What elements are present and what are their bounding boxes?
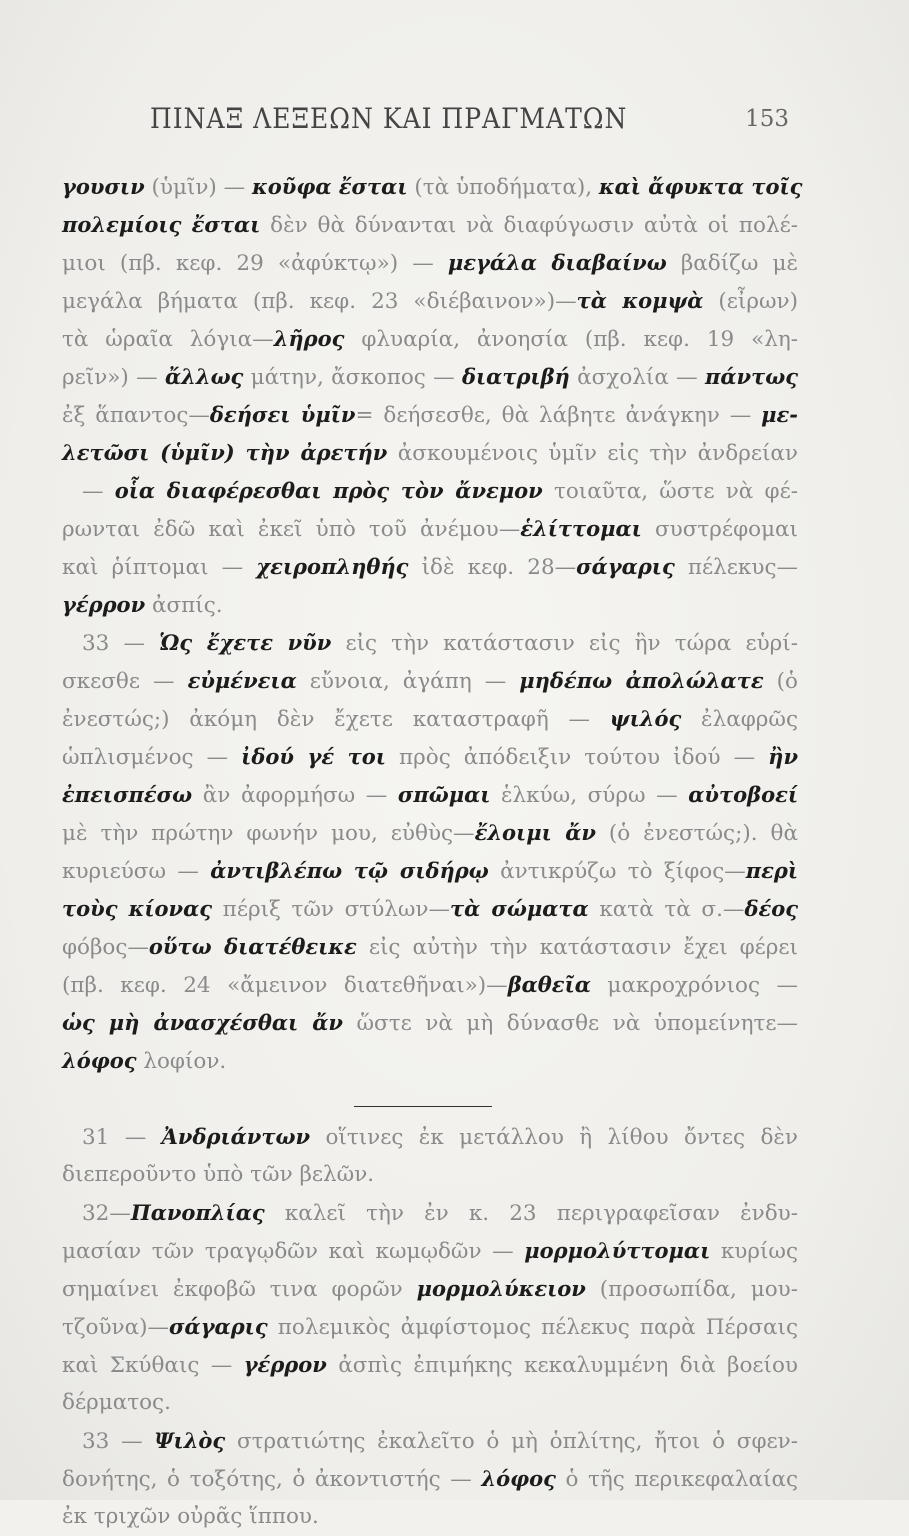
- gloss-text: πολεμικὸς ἀμφίστομος πέλεκυς παρὰ Πέρσαις: [267, 1315, 798, 1340]
- gloss-text: κυρίως: [710, 1239, 798, 1264]
- text-line: [62, 890, 798, 928]
- text-line: [62, 852, 798, 890]
- text-line: [62, 1156, 798, 1194]
- gloss-text: διεπεροῦντο ὑπὸ τῶν βελῶν.: [62, 1162, 375, 1187]
- gloss-text: (τὰ ὑποδήματα),: [407, 175, 599, 200]
- gloss-text: = δεήσεσθε, θὰ λάβητε ἀνάγκην —: [355, 403, 762, 428]
- text-line: [62, 966, 798, 1004]
- text-line: [62, 700, 798, 738]
- gloss-text: (εἶρων): [703, 289, 798, 314]
- gloss-text: 33 —: [82, 1429, 155, 1454]
- gloss-text: μακροχρόνιος —: [590, 973, 798, 998]
- headword: μορμολύκειον: [416, 1276, 586, 1301]
- gloss-text: (ὁ: [763, 669, 798, 694]
- page-number: 153: [745, 106, 789, 132]
- gloss-text: βαδίζω μὲ: [666, 251, 799, 276]
- gloss-text: ἐξ ἅπαντος—: [62, 403, 210, 428]
- section-divider: [62, 1080, 798, 1118]
- gloss-text: (ὑμῖν) —: [144, 175, 252, 200]
- gloss-text: ἀντικρύζω τὸ ξίφος—: [488, 859, 746, 884]
- gloss-text: λοφίον.: [136, 1049, 227, 1074]
- headword: ἀντιβλέπω τῷ σιδήρῳ: [210, 858, 489, 883]
- text-line: [62, 928, 798, 966]
- gloss-text: ἀσχολία —: [569, 365, 705, 390]
- headword: καὶ ἄφυκτα τοῖς: [598, 174, 803, 199]
- headword: χειροπληθής: [256, 554, 409, 579]
- headword: ἢν: [768, 744, 799, 769]
- headword: ψιλός: [609, 706, 682, 731]
- headword: με-: [761, 402, 798, 427]
- text-line: [62, 1118, 798, 1156]
- text-line: [62, 434, 798, 472]
- gloss-text: (προσωπίδα, μου-: [585, 1277, 798, 1302]
- gloss-text: ὁ τῆς περικεφαλαίας: [555, 1467, 799, 1492]
- headword: σάγαρις: [576, 554, 675, 579]
- headword: διατριβή: [461, 364, 570, 389]
- gloss-text: ἰδὲ κεφ. 28—: [408, 555, 577, 580]
- gloss-text: ἀσκουμένοις ὑμῖν εἰς τὴν ἀνδρείαν: [387, 441, 798, 466]
- gloss-text: —: [82, 479, 115, 504]
- gloss-text: μεγάλα βήματα (πβ. κεφ. 23 «διέβαινον»)—: [62, 289, 577, 314]
- text-line: [62, 320, 798, 358]
- gloss-text: καλεῖ τὴν ἐν κ. 23 περιγραφεῖσαν ἐνδυ-: [264, 1201, 798, 1226]
- text-line: [62, 168, 803, 206]
- text-line: [62, 662, 798, 700]
- headword: ἐπεισπέσω: [62, 782, 193, 807]
- text-line: [62, 1270, 798, 1308]
- text-line: [62, 244, 798, 282]
- text-line: [62, 472, 798, 510]
- headword: Πανοπλίας: [130, 1200, 265, 1225]
- gloss-text: κυριεύσω —: [62, 859, 211, 884]
- gloss-text: φόβος—: [62, 935, 149, 960]
- headword: λόφος: [62, 1048, 137, 1073]
- gloss-text: πέλεκυς—: [674, 555, 798, 580]
- gloss-text: κατὰ τὰ σ.—: [588, 897, 745, 922]
- gloss-text: μάτην, ἄσκοπος —: [243, 365, 462, 390]
- gloss-text: σκεσθε —: [62, 669, 188, 694]
- gloss-text: στρατιώτης ἐκαλεῖτο ὁ μὴ ὁπλίτης, ἤτοι ὁ σφεν-: [225, 1429, 798, 1454]
- headword: τὰ κομψὰ: [576, 288, 704, 313]
- gloss-text: ρεῖν») —: [62, 365, 165, 390]
- text-line: [62, 1232, 798, 1270]
- gloss-text: εὔνοια, ἀγάπη —: [296, 669, 520, 694]
- headword: βαθεῖα: [507, 972, 591, 997]
- gloss-text: μασίαν τῶν τραγῳδῶν καὶ κωμῳδῶν —: [62, 1239, 525, 1264]
- running-head: ΠΙΝΑΞ ΛΕΞΕΩΝ ΚΑΙ ΠΡΑΓΜΑΤΩΝ: [150, 102, 628, 135]
- headword: αὐτοβοεί: [688, 782, 798, 807]
- text-line: [62, 1460, 798, 1498]
- text-line: [62, 1308, 798, 1346]
- headword: τὰ σώματα: [450, 896, 589, 921]
- text-line: [62, 1042, 798, 1080]
- headword: δέος: [744, 896, 799, 921]
- text-line: [62, 738, 798, 776]
- headword: Ἀνδριάντων: [161, 1124, 311, 1149]
- headword: Ψιλὸς: [154, 1428, 226, 1453]
- gloss-text: τοιαῦτα, ὥστε νὰ φέ-: [542, 479, 798, 504]
- headword: μορμολύττομαι: [524, 1238, 711, 1263]
- gloss-text: ἂν ἀφορμήσω —: [192, 783, 398, 808]
- text-line: [62, 358, 798, 396]
- text-line: [62, 396, 798, 434]
- gloss-text: μὲ τὴν πρώτην φωνήν μου, εὐθὺς—: [62, 821, 475, 846]
- gloss-text: 33 —: [82, 631, 160, 656]
- gloss-text: μιοι (πβ. κεφ. 29 «ἀφύκτῳ») —: [62, 251, 448, 276]
- gloss-text: 32—: [82, 1201, 131, 1226]
- text-line: [62, 282, 798, 320]
- headword: οἷα διαφέρεσθαι πρὸς τὸν ἄνεμον: [114, 478, 543, 503]
- gloss-text: ἐνεστώς;) ἀκόμη δὲν ἔχετε καταστραφῆ —: [62, 707, 610, 732]
- headword: μηδέπω ἀπολώλατε: [519, 668, 764, 693]
- headword: εὐμένεια: [187, 668, 297, 693]
- headword: οὕτω διατέθεικε: [148, 934, 357, 959]
- headword: σάγαρις: [169, 1314, 268, 1339]
- headword: ἔλοιμι ἄν: [474, 820, 596, 845]
- headword: λόφος: [481, 1466, 556, 1491]
- text-line: [62, 1194, 798, 1232]
- headword: γέρρον: [243, 1352, 327, 1377]
- headword: σπῶμαι: [397, 782, 491, 807]
- gloss-text: 31 —: [82, 1125, 162, 1150]
- headword: ἄλλως: [164, 364, 244, 389]
- gloss-text: δονήτης, ὁ τοξότης, ὁ ἀκοντιστής —: [62, 1467, 482, 1492]
- text-line: [62, 1384, 798, 1422]
- page-header: [150, 102, 789, 144]
- headword: γέρρον: [62, 592, 146, 617]
- gloss-text: τὰ ὡραῖα λόγια—: [62, 327, 274, 352]
- headword: μεγάλα διαβαίνω: [447, 250, 667, 275]
- glossary-body: [62, 168, 803, 1536]
- gloss-text: εἰς τὴν κατάστασιν εἰς ἣν τώρα εὑρί-: [331, 631, 798, 656]
- headword: κοῦφα ἔσται: [252, 174, 408, 199]
- gloss-text: δέρματος.: [62, 1390, 171, 1415]
- gloss-text: καὶ Σκύθαις —: [62, 1353, 244, 1378]
- headword: πολεμίοις ἔσται: [62, 212, 261, 237]
- text-line: [62, 548, 798, 586]
- gloss-text: δὲν θὰ δύνανται νὰ διαφύγωσιν αὐτὰ οἱ πολέ-: [260, 213, 798, 238]
- gloss-text: ὡπλισμένος —: [62, 745, 242, 770]
- headword: λῆρος: [273, 326, 345, 351]
- gloss-text: πέριξ τῶν στύλων—: [212, 897, 451, 922]
- headword: πάντως: [704, 364, 798, 389]
- text-line: [62, 814, 798, 852]
- gloss-text: πρὸς ἀπόδειξιν τούτου ἰδού —: [385, 745, 769, 770]
- text-line: [62, 206, 798, 244]
- headword: δεήσει ὑμῖν: [209, 402, 356, 427]
- gloss-text: φλυαρία, ἀνοησία (πβ. κεφ. 19 «λη-: [344, 327, 798, 352]
- gloss-text: (ὁ ἐνεστώς;). θὰ: [595, 821, 799, 846]
- text-line: [62, 1004, 798, 1042]
- text-line: [62, 586, 798, 624]
- text-line: [62, 624, 798, 662]
- gloss-text: ἀσπὶς ἐπιμήκης κεκαλυμμένη διὰ βοείου: [326, 1353, 798, 1378]
- text-line: [62, 1422, 798, 1460]
- text-line: [62, 776, 798, 814]
- headword: τοὺς κίονας: [62, 896, 213, 921]
- gloss-text: σημαίνει ἐκφοβῶ τινα φορῶν: [62, 1277, 417, 1302]
- gloss-text: οἵτινες ἐκ μετάλλου ἢ λίθου ὄντες δὲν: [310, 1125, 798, 1150]
- headword: λετῶσι (ὑμῖν) τὴν ἀρετήν: [62, 440, 388, 465]
- headword: ἰδού γέ τοι: [241, 744, 386, 769]
- headword: περὶ: [745, 858, 798, 883]
- gloss-text: (πβ. κεφ. 24 «ἄμεινον διατεθῆναι»)—: [62, 973, 508, 998]
- gloss-text: ἑλκύω, σύρω —: [490, 783, 689, 808]
- divider-rule: [354, 1106, 492, 1107]
- gloss-text: ἐκ τριχῶν οὐρᾶς ἵππου.: [62, 1504, 319, 1529]
- text-line: [62, 1498, 798, 1536]
- gloss-text: ρωνται ἐδῶ καὶ ἐκεῖ ὑπὸ τοῦ ἀνέμου—: [62, 517, 521, 542]
- text-line: [62, 510, 798, 548]
- gloss-text: ὥστε νὰ μὴ δύνασθε νὰ ὑπομείνητε—: [342, 1011, 798, 1036]
- gloss-text: εἰς αὐτὴν τὴν κατάστασιν ἔχει φέρει: [356, 935, 798, 960]
- headword: ὡς μὴ ἀνασχέσθαι ἄν: [62, 1010, 343, 1035]
- gloss-text: καὶ ῥίπτομαι —: [62, 555, 257, 580]
- headword: ἑλίττομαι: [520, 516, 642, 541]
- gloss-text: ἐλαφρῶς: [681, 707, 798, 732]
- text-line: [62, 1346, 798, 1384]
- headword: Ὡς ἔχετε νῦν: [159, 630, 332, 655]
- gloss-text: τζοῦνα)—: [62, 1315, 170, 1340]
- gloss-text: ἀσπίς.: [145, 593, 223, 618]
- headword: γουσιν: [62, 174, 145, 199]
- gloss-text: συστρέφομαι: [641, 517, 798, 542]
